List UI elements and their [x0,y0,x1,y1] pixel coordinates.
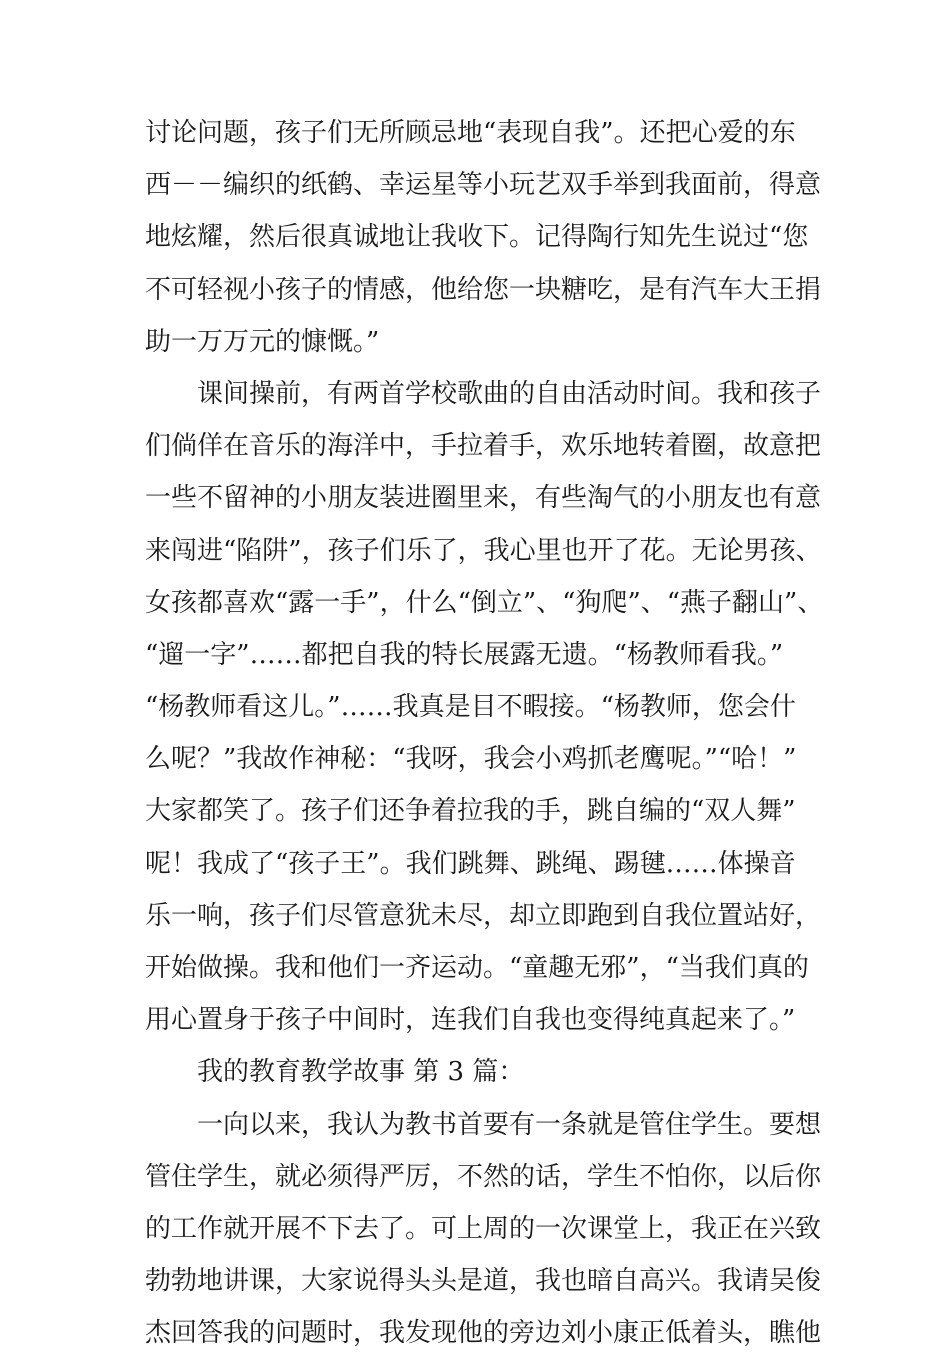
text-line: 地炫耀，然后很真诚地让我收下。记得陶行知先生说过“您 [145,222,809,253]
text-line: 开始做操。我和他们一齐运动。“童趣无邪”，“当我们真的 [145,953,809,983]
text-line: 一些不留神的小朋友装进圈里来，有些淘气的小朋友也有意 [145,483,822,514]
text-line: 呢！我成了“孩子王”。我们跳舞、跳绳、踢毽……体操音 [145,848,796,879]
text-line: 大家都笑了。孩子们还争着拉我的手，跳自编的“双人舞” [145,796,796,827]
paragraph-start-line: 课间操前，有两首学校歌曲的自由活动时间。我和孩子 [197,378,822,409]
text-line: 么呢？”我故作神秘：“我呀，我会小鸡抓老鹰呢。”“哈！” [145,744,797,775]
text-line: 不可轻视小孩子的情感，他给您一块糖吃，是有汽车大王捐 [145,274,822,305]
text-line: 勃勃地讲课，大家说得头头是道，我也暗自高兴。我请吴俊 [145,1266,822,1297]
text-line: 来闯进“陷阱”，孩子们乐了，我心里也开了花。无论男孩、 [145,535,822,566]
text-line: 女孩都喜欢“露一手”，什么“倒立”、“狗爬”、“燕子翻山”、 [145,587,824,618]
text-line: 乐一响，孩子们尽管意犹未尽，却立即跑到自我位置站好， [145,900,822,931]
text-line: 西－－编织的纸鹤、幸运星等小玩艺双手举到我面前，得意 [145,170,822,201]
text-line: “杨教师看这儿。”……我真是目不暇接。“杨教师，您会什 [145,692,796,723]
text-line: 讨论问题，孩子们无所顾忌地“表现自我”。还把心爱的东 [145,118,796,148]
section-heading: 我的教育教学故事 第 3 篇： [197,1057,525,1088]
body-text [145,107,824,1360]
text-line: 杰回答我的问题时，我发现他的旁边刘小康正低着头，瞧他 [145,1318,822,1349]
text-line: 管住学生，就必须得严厉，不然的话，学生不怕你，以后你 [145,1161,822,1192]
text-line: 助一万万元的慷慨。” [145,326,380,357]
text-line: 们倘佯在音乐的海洋中，手拉着手，欢乐地转着圈，故意把 [145,431,822,462]
paragraph-start-line: 一向以来，我认为教书首要有一条就是管住学生。要想 [197,1109,822,1140]
text-line: 用心置身于孩子中间时，连我们自我也变得纯真起来了。” [145,1005,796,1036]
text-line: 的工作就开展不下去了。可上周的一次课堂上，我正在兴致 [145,1213,822,1244]
text-line: “遛一字”……都把自我的特长展露无遗。“杨教师看我。” [145,639,784,670]
